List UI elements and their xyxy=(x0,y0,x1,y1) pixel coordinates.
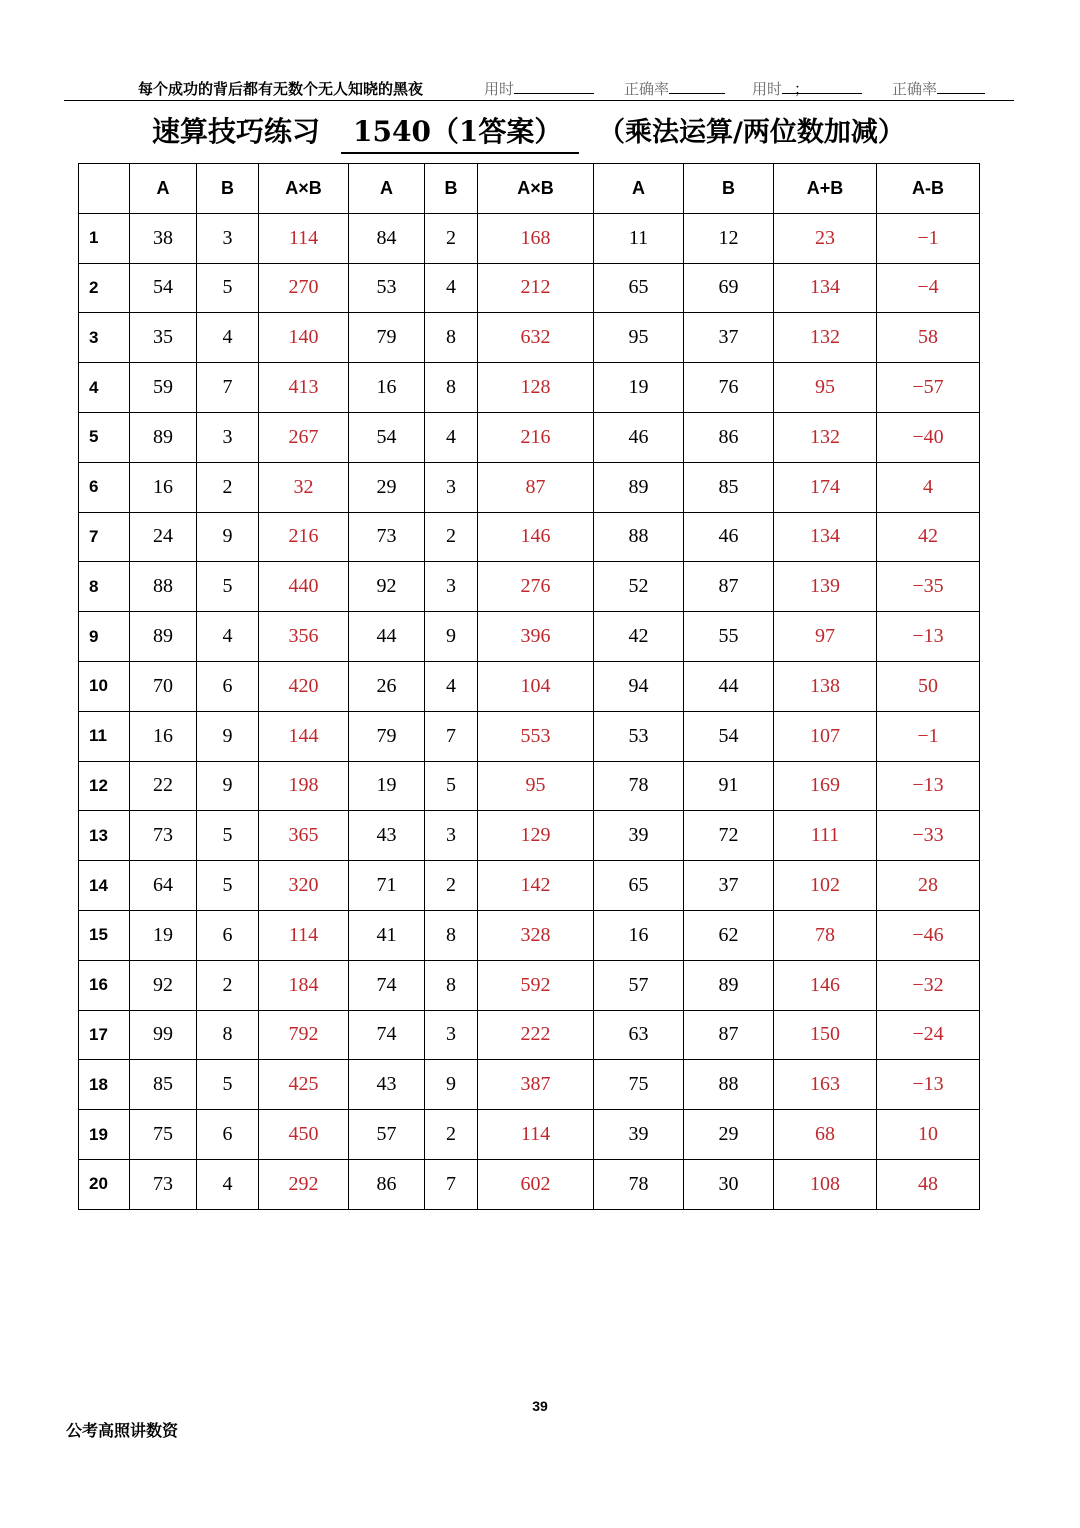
answer-cell: 184 xyxy=(259,960,349,1010)
table-row xyxy=(79,711,980,761)
answer-cell: 320 xyxy=(259,861,349,911)
title-main: 速算技巧练习 xyxy=(152,115,321,148)
header-motto: 每个成功的背后都有无数个无人知晓的黑夜 xyxy=(138,80,424,98)
operand-cell: 73 xyxy=(130,1159,197,1209)
column-header: A xyxy=(130,164,197,214)
answer-cell: −40 xyxy=(877,412,980,462)
operand-cell: 29 xyxy=(349,462,425,512)
footer-text: 公考高照讲数资 xyxy=(66,1421,179,1440)
row-number: 1 xyxy=(79,213,130,263)
operand-cell: 37 xyxy=(684,313,774,363)
operand-cell: 16 xyxy=(130,462,197,512)
answer-cell: 592 xyxy=(478,960,594,1010)
operand-cell: 43 xyxy=(349,1060,425,1110)
answer-cell: −35 xyxy=(877,562,980,612)
operand-cell: 19 xyxy=(130,910,197,960)
exercise-table xyxy=(78,163,980,1210)
row-number: 4 xyxy=(79,363,130,413)
row-number: 18 xyxy=(79,1060,130,1110)
answer-cell: 95 xyxy=(478,761,594,811)
operand-cell: 24 xyxy=(130,512,197,562)
operand-cell: 72 xyxy=(684,811,774,861)
operand-cell: 26 xyxy=(349,661,425,711)
operand-cell: 91 xyxy=(684,761,774,811)
answer-cell: 78 xyxy=(774,910,877,960)
operand-cell: 79 xyxy=(349,313,425,363)
time-blank-1 xyxy=(514,81,594,94)
operand-cell: 4 xyxy=(425,661,478,711)
answer-cell: −33 xyxy=(877,811,980,861)
column-header: B xyxy=(197,164,259,214)
answer-cell: 42 xyxy=(877,512,980,562)
table-body xyxy=(79,213,980,1209)
operand-cell: 65 xyxy=(594,861,684,911)
table-row xyxy=(79,960,980,1010)
row-number: 6 xyxy=(79,462,130,512)
operand-cell: 5 xyxy=(197,562,259,612)
operand-cell: 3 xyxy=(425,562,478,612)
answer-cell: 212 xyxy=(478,263,594,313)
operand-cell: 88 xyxy=(684,1060,774,1110)
time-label-2: 用时 xyxy=(752,80,783,98)
operand-cell: 53 xyxy=(594,711,684,761)
operand-cell: 19 xyxy=(349,761,425,811)
operand-cell: 3 xyxy=(425,811,478,861)
operand-cell: 44 xyxy=(349,612,425,662)
operand-cell: 3 xyxy=(425,462,478,512)
row-number: 8 xyxy=(79,562,130,612)
answer-cell: 270 xyxy=(259,263,349,313)
operand-cell: 4 xyxy=(425,263,478,313)
row-number: 13 xyxy=(79,811,130,861)
operand-cell: 7 xyxy=(425,1159,478,1209)
operand-cell: 35 xyxy=(130,313,197,363)
answer-cell: 58 xyxy=(877,313,980,363)
table-row xyxy=(79,213,980,263)
operand-cell: 76 xyxy=(684,363,774,413)
operand-cell: 37 xyxy=(684,861,774,911)
answer-cell: 365 xyxy=(259,811,349,861)
accuracy-label-1: 正确率 xyxy=(624,80,670,98)
answer-cell: 132 xyxy=(774,412,877,462)
column-header: A xyxy=(594,164,684,214)
answer-cell: 114 xyxy=(259,910,349,960)
column-header: B xyxy=(684,164,774,214)
answer-cell: −13 xyxy=(877,761,980,811)
operand-cell: 99 xyxy=(130,1010,197,1060)
operand-cell: 89 xyxy=(594,462,684,512)
operand-cell: 55 xyxy=(684,612,774,662)
answer-cell: 107 xyxy=(774,711,877,761)
operand-cell: 44 xyxy=(684,661,774,711)
time-blank-2 xyxy=(782,81,862,94)
operand-cell: 71 xyxy=(349,861,425,911)
operand-cell: 92 xyxy=(130,960,197,1010)
operand-cell: 8 xyxy=(425,313,478,363)
accuracy-blank-1 xyxy=(669,81,725,94)
table-row xyxy=(79,263,980,313)
answer-cell: 10 xyxy=(877,1110,980,1160)
answer-cell: 632 xyxy=(478,313,594,363)
table-row xyxy=(79,562,980,612)
answer-cell: −46 xyxy=(877,910,980,960)
operand-cell: 92 xyxy=(349,562,425,612)
operand-cell: 86 xyxy=(684,412,774,462)
operand-cell: 52 xyxy=(594,562,684,612)
operand-cell: 2 xyxy=(197,960,259,1010)
operand-cell: 5 xyxy=(197,861,259,911)
answer-cell: 792 xyxy=(259,1010,349,1060)
column-header: B xyxy=(425,164,478,214)
operand-cell: 2 xyxy=(425,512,478,562)
operand-cell: 2 xyxy=(197,462,259,512)
table-row xyxy=(79,363,980,413)
operand-cell: 6 xyxy=(197,910,259,960)
answer-cell: 128 xyxy=(478,363,594,413)
answer-cell: 32 xyxy=(259,462,349,512)
accuracy-field-1 xyxy=(624,78,725,99)
operand-cell: 8 xyxy=(425,910,478,960)
table-row xyxy=(79,811,980,861)
operand-cell: 65 xyxy=(594,263,684,313)
table-row xyxy=(79,761,980,811)
operand-cell: 16 xyxy=(130,711,197,761)
operand-cell: 74 xyxy=(349,1010,425,1060)
operand-cell: 73 xyxy=(130,811,197,861)
operand-cell: 12 xyxy=(684,213,774,263)
operand-cell: 39 xyxy=(594,811,684,861)
table-row xyxy=(79,910,980,960)
operand-cell: 64 xyxy=(130,861,197,911)
answer-cell: 292 xyxy=(259,1159,349,1209)
operand-cell: 7 xyxy=(197,363,259,413)
column-header: A-B xyxy=(877,164,980,214)
operand-cell: 59 xyxy=(130,363,197,413)
row-number: 10 xyxy=(79,661,130,711)
row-number: 3 xyxy=(79,313,130,363)
table-row xyxy=(79,861,980,911)
operand-cell: 73 xyxy=(349,512,425,562)
operand-cell: 3 xyxy=(197,412,259,462)
operand-cell: 2 xyxy=(425,1110,478,1160)
answer-cell: 276 xyxy=(478,562,594,612)
operand-cell: 74 xyxy=(349,960,425,1010)
operand-cell: 78 xyxy=(594,1159,684,1209)
answer-cell: 420 xyxy=(259,661,349,711)
operand-cell: 63 xyxy=(594,1010,684,1060)
operand-cell: 46 xyxy=(684,512,774,562)
answer-cell: 95 xyxy=(774,363,877,413)
header-separator: ； xyxy=(794,80,810,98)
operand-cell: 6 xyxy=(197,661,259,711)
table-row xyxy=(79,612,980,662)
operand-cell: 78 xyxy=(594,761,684,811)
accuracy-field-2 xyxy=(892,78,985,99)
answer-cell: −32 xyxy=(877,960,980,1010)
operand-cell: 75 xyxy=(594,1060,684,1110)
answer-cell: −1 xyxy=(877,711,980,761)
answer-cell: 146 xyxy=(774,960,877,1010)
title-subtitle: （乘法运算/两位数加减） xyxy=(598,117,905,148)
row-number: 15 xyxy=(79,910,130,960)
operand-cell: 19 xyxy=(594,363,684,413)
operand-cell: 9 xyxy=(425,612,478,662)
operand-cell: 79 xyxy=(349,711,425,761)
operand-cell: 9 xyxy=(425,1060,478,1110)
page-header xyxy=(64,74,1014,101)
time-field-1 xyxy=(484,78,594,99)
row-number: 9 xyxy=(79,612,130,662)
operand-cell: 88 xyxy=(130,562,197,612)
answer-cell: 87 xyxy=(478,462,594,512)
table-row xyxy=(79,1159,980,1209)
column-header: A+B xyxy=(774,164,877,214)
operand-cell: 57 xyxy=(594,960,684,1010)
answer-cell: 396 xyxy=(478,612,594,662)
time-label-1: 用时 xyxy=(484,80,515,98)
time-field-2 xyxy=(752,78,862,99)
operand-cell: 75 xyxy=(130,1110,197,1160)
answer-cell: −24 xyxy=(877,1010,980,1060)
operand-cell: 70 xyxy=(130,661,197,711)
operand-cell: 87 xyxy=(684,562,774,612)
operand-cell: 11 xyxy=(594,213,684,263)
table-row xyxy=(79,512,980,562)
answer-cell: 4 xyxy=(877,462,980,512)
operand-cell: 5 xyxy=(197,811,259,861)
answer-cell: 114 xyxy=(259,213,349,263)
operand-cell: 5 xyxy=(197,263,259,313)
operand-cell: 38 xyxy=(130,213,197,263)
answer-cell: 328 xyxy=(478,910,594,960)
answer-cell: 356 xyxy=(259,612,349,662)
column-header xyxy=(79,164,130,214)
operand-cell: 3 xyxy=(197,213,259,263)
operand-cell: 84 xyxy=(349,213,425,263)
operand-cell: 9 xyxy=(197,761,259,811)
table-row xyxy=(79,661,980,711)
answer-cell: 68 xyxy=(774,1110,877,1160)
answer-cell: 198 xyxy=(259,761,349,811)
answer-cell: 111 xyxy=(774,811,877,861)
operand-cell: 42 xyxy=(594,612,684,662)
operand-cell: 30 xyxy=(684,1159,774,1209)
operand-cell: 39 xyxy=(594,1110,684,1160)
column-header: A×B xyxy=(259,164,349,214)
answer-cell: 102 xyxy=(774,861,877,911)
operand-cell: 9 xyxy=(197,512,259,562)
operand-cell: 2 xyxy=(425,861,478,911)
operand-cell: 85 xyxy=(130,1060,197,1110)
row-number: 11 xyxy=(79,711,130,761)
answer-cell: 222 xyxy=(478,1010,594,1060)
operand-cell: 4 xyxy=(425,412,478,462)
answer-cell: 114 xyxy=(478,1110,594,1160)
answer-cell: 150 xyxy=(774,1010,877,1060)
answer-cell: 132 xyxy=(774,313,877,363)
operand-cell: 86 xyxy=(349,1159,425,1209)
operand-cell: 5 xyxy=(425,761,478,811)
operand-cell: 5 xyxy=(197,1060,259,1110)
operand-cell: 62 xyxy=(684,910,774,960)
operand-cell: 4 xyxy=(197,1159,259,1209)
column-header: A×B xyxy=(478,164,594,214)
row-number: 2 xyxy=(79,263,130,313)
answer-cell: 267 xyxy=(259,412,349,462)
operand-cell: 9 xyxy=(197,711,259,761)
operand-cell: 8 xyxy=(197,1010,259,1060)
answer-cell: 144 xyxy=(259,711,349,761)
answer-cell: 174 xyxy=(774,462,877,512)
answer-cell: 413 xyxy=(259,363,349,413)
table-row xyxy=(79,1110,980,1160)
table-row xyxy=(79,1060,980,1110)
operand-cell: 4 xyxy=(197,313,259,363)
title-number: 1540（1答案） xyxy=(341,110,579,154)
operand-cell: 85 xyxy=(684,462,774,512)
operand-cell: 43 xyxy=(349,811,425,861)
answer-cell: 134 xyxy=(774,512,877,562)
answer-cell: 134 xyxy=(774,263,877,313)
answer-cell: −57 xyxy=(877,363,980,413)
answer-cell: 216 xyxy=(259,512,349,562)
answer-cell: 142 xyxy=(478,861,594,911)
answer-cell: 169 xyxy=(774,761,877,811)
operand-cell: 89 xyxy=(684,960,774,1010)
operand-cell: 22 xyxy=(130,761,197,811)
answer-cell: 97 xyxy=(774,612,877,662)
answer-cell: 28 xyxy=(877,861,980,911)
row-number: 17 xyxy=(79,1010,130,1060)
answer-cell: 216 xyxy=(478,412,594,462)
operand-cell: 7 xyxy=(425,711,478,761)
operand-cell: 54 xyxy=(349,412,425,462)
row-number: 20 xyxy=(79,1159,130,1209)
column-header: A xyxy=(349,164,425,214)
operand-cell: 2 xyxy=(425,213,478,263)
answer-cell: 387 xyxy=(478,1060,594,1110)
answer-cell: 602 xyxy=(478,1159,594,1209)
table-row xyxy=(79,412,980,462)
operand-cell: 94 xyxy=(594,661,684,711)
operand-cell: 53 xyxy=(349,263,425,313)
row-number: 12 xyxy=(79,761,130,811)
accuracy-label-2: 正确率 xyxy=(892,80,938,98)
answer-cell: 129 xyxy=(478,811,594,861)
answer-cell: −13 xyxy=(877,1060,980,1110)
answer-cell: 108 xyxy=(774,1159,877,1209)
answer-cell: −1 xyxy=(877,213,980,263)
table-row xyxy=(79,313,980,363)
operand-cell: 6 xyxy=(197,1110,259,1160)
answer-cell: 553 xyxy=(478,711,594,761)
answer-cell: 450 xyxy=(259,1110,349,1160)
answer-cell: 168 xyxy=(478,213,594,263)
row-number: 5 xyxy=(79,412,130,462)
row-number: 14 xyxy=(79,861,130,911)
operand-cell: 8 xyxy=(425,363,478,413)
answer-cell: 140 xyxy=(259,313,349,363)
operand-cell: 69 xyxy=(684,263,774,313)
answer-cell: −13 xyxy=(877,612,980,662)
operand-cell: 16 xyxy=(594,910,684,960)
answer-cell: 139 xyxy=(774,562,877,612)
table-header-row xyxy=(79,164,980,214)
answer-cell: −4 xyxy=(877,263,980,313)
row-number: 19 xyxy=(79,1110,130,1160)
page-number: 39 xyxy=(532,1398,548,1414)
answer-cell: 146 xyxy=(478,512,594,562)
operand-cell: 16 xyxy=(349,363,425,413)
operand-cell: 89 xyxy=(130,612,197,662)
answer-cell: 50 xyxy=(877,661,980,711)
operand-cell: 4 xyxy=(197,612,259,662)
answer-cell: 425 xyxy=(259,1060,349,1110)
answer-cell: 163 xyxy=(774,1060,877,1110)
operand-cell: 54 xyxy=(684,711,774,761)
answer-cell: 138 xyxy=(774,661,877,711)
accuracy-blank-2 xyxy=(937,81,985,94)
operand-cell: 89 xyxy=(130,412,197,462)
row-number: 16 xyxy=(79,960,130,1010)
operand-cell: 95 xyxy=(594,313,684,363)
answer-cell: 48 xyxy=(877,1159,980,1209)
answer-cell: 440 xyxy=(259,562,349,612)
operand-cell: 54 xyxy=(130,263,197,313)
row-number: 7 xyxy=(79,512,130,562)
operand-cell: 3 xyxy=(425,1010,478,1060)
operand-cell: 41 xyxy=(349,910,425,960)
operand-cell: 88 xyxy=(594,512,684,562)
operand-cell: 46 xyxy=(594,412,684,462)
table-row xyxy=(79,462,980,512)
operand-cell: 57 xyxy=(349,1110,425,1160)
table-row xyxy=(79,1010,980,1060)
operand-cell: 87 xyxy=(684,1010,774,1060)
operand-cell: 29 xyxy=(684,1110,774,1160)
operand-cell: 8 xyxy=(425,960,478,1010)
answer-cell: 23 xyxy=(774,213,877,263)
answer-cell: 104 xyxy=(478,661,594,711)
